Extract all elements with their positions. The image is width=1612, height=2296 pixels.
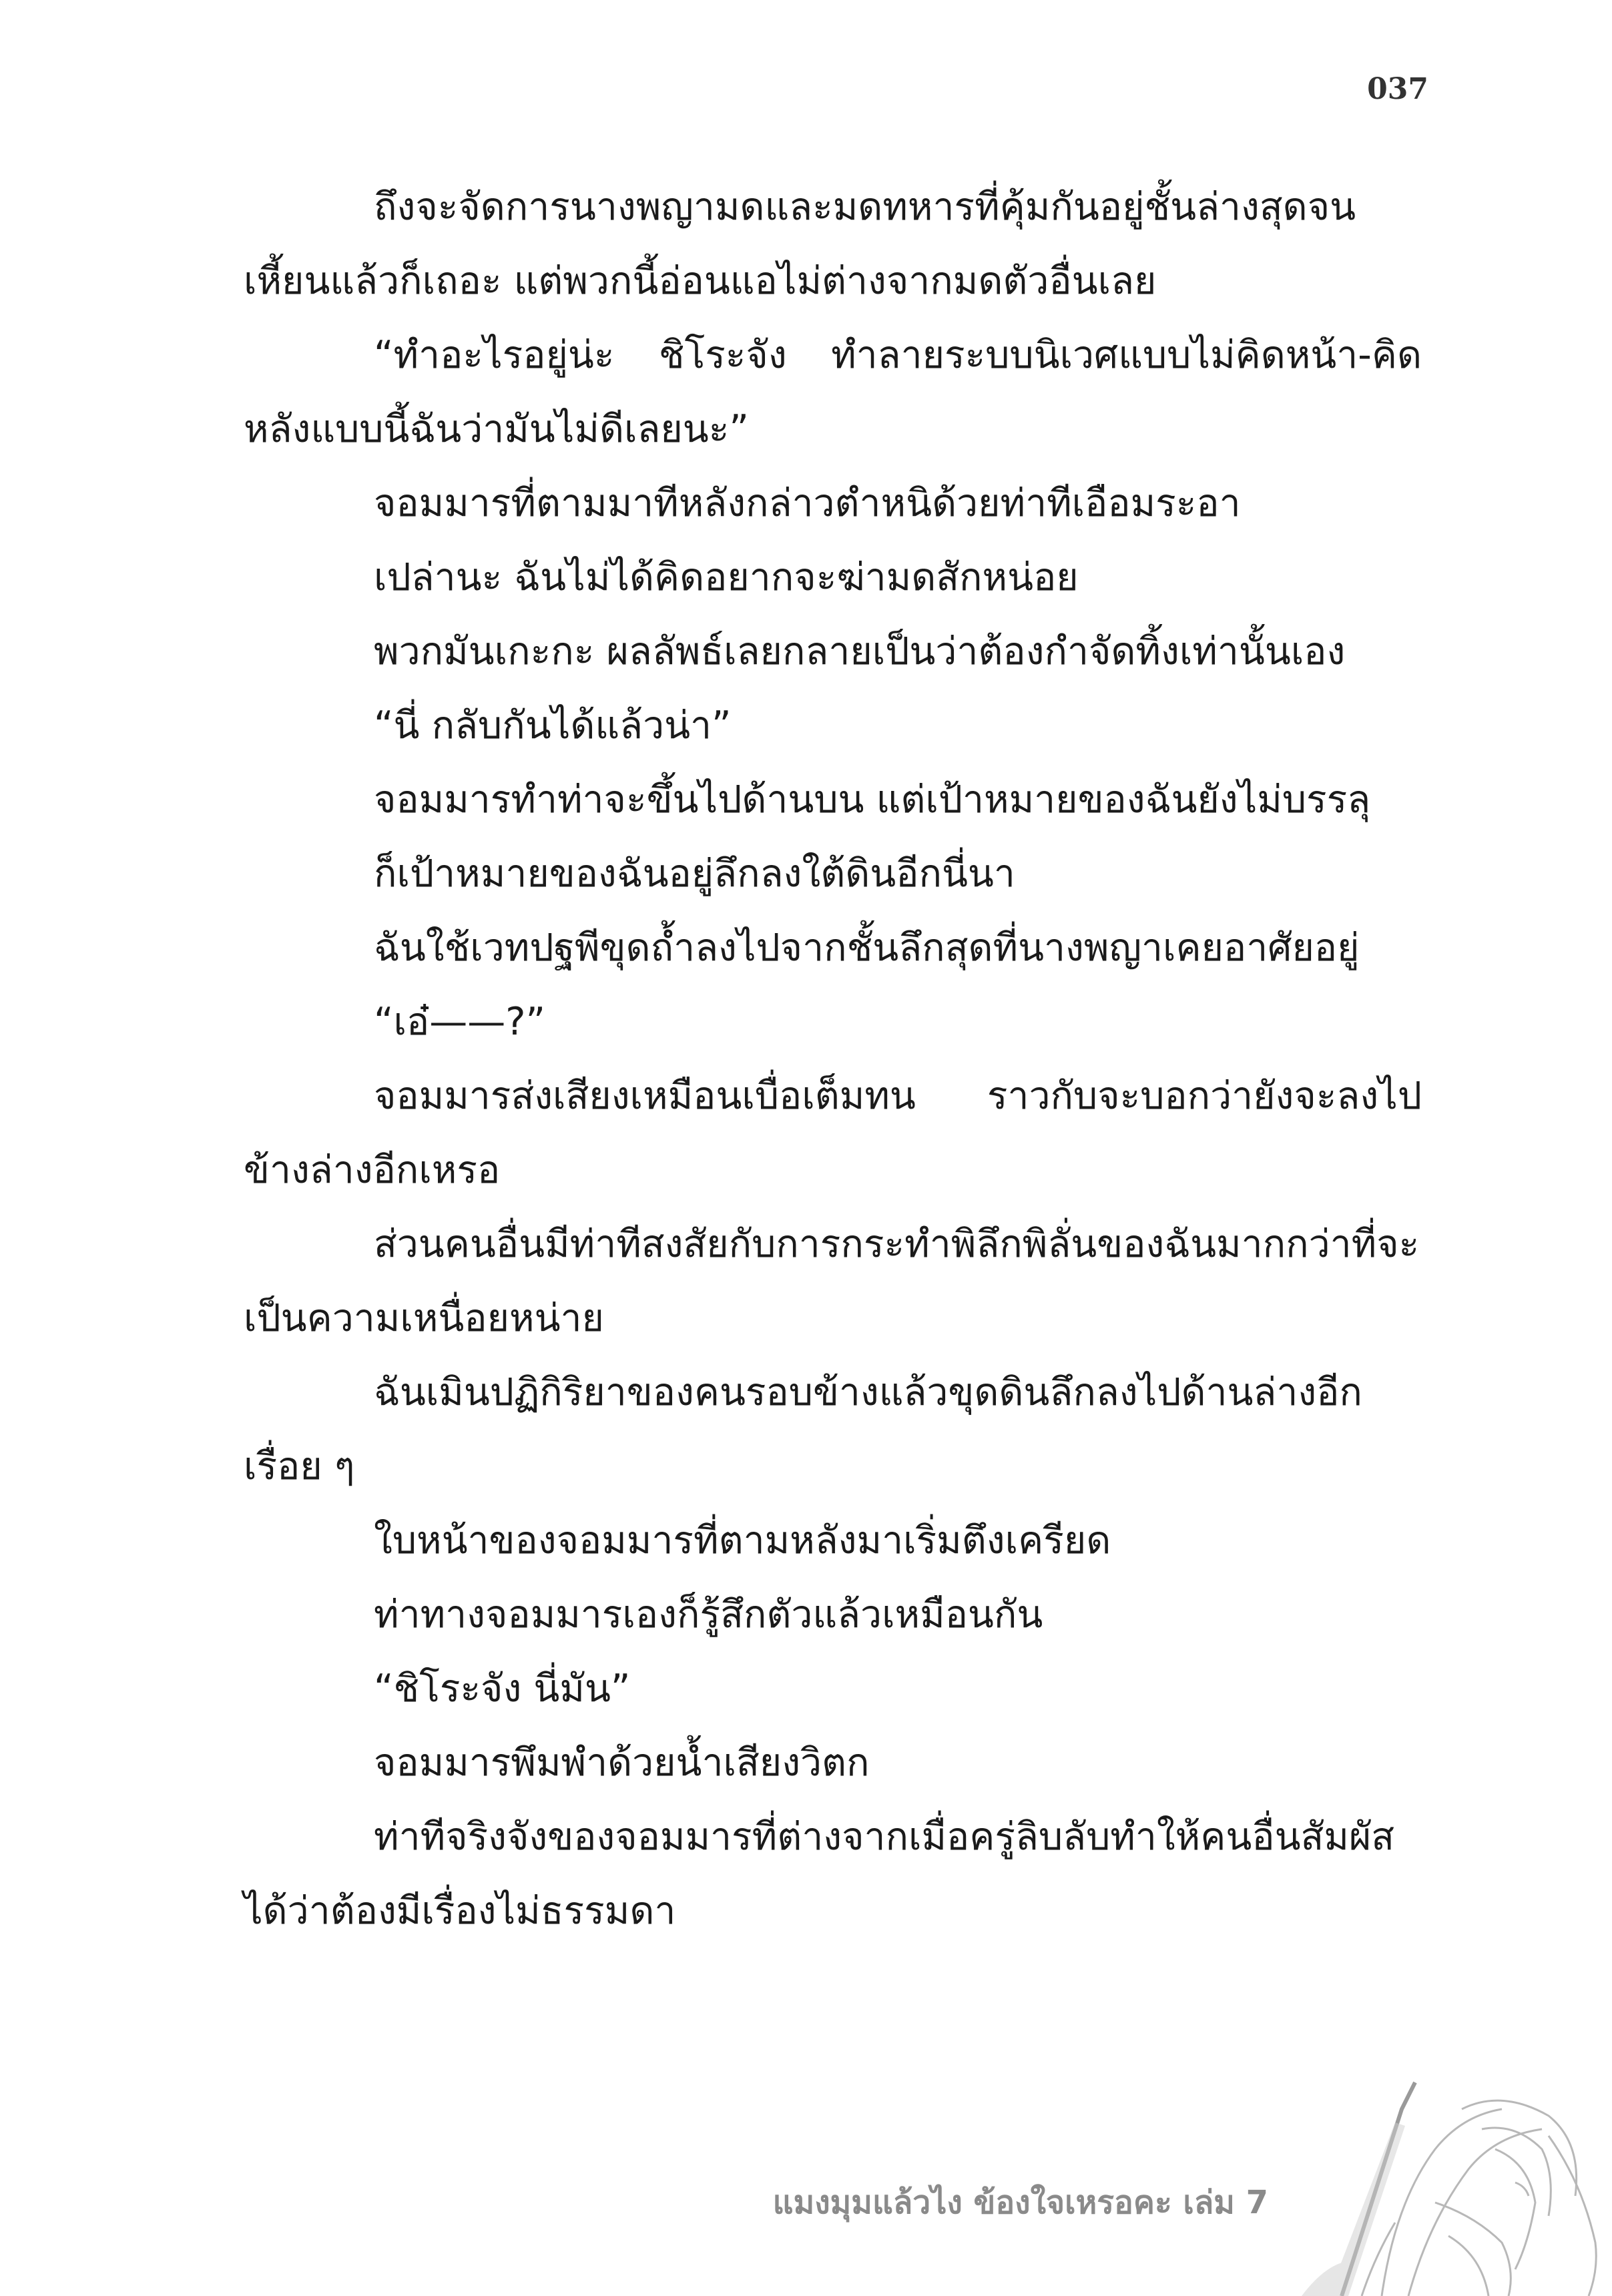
paragraph: ก็เป้าหมายของฉันอยู่ลึกลงใต้ดินอีกนี่นา bbox=[374, 852, 1015, 896]
paragraph: ส่วนคนอื่นมีท่าทีสงสัยกับการกระทำพิลึกพิลั่นของฉันมากกว่าที่จะเป็นความเหนื่อยหน่าย bbox=[244, 1222, 1420, 1340]
paragraph: จอมมารพึมพำด้วยน้ำเสียงวิตก bbox=[374, 1741, 870, 1785]
paragraph: พวกมันเกะกะ ผลลัพธ์เลยกลายเป็นว่าต้องกำจัดทิ้งเท่านั้นเอง bbox=[374, 629, 1346, 673]
paragraph: ฉันเมินปฏิกิริยาของคนรอบข้างแล้วขุดดินลึกลงไปด้านล่างอีกเรื่อย ๆ bbox=[244, 1370, 1362, 1488]
paragraph: ท่าทีจริงจังของจอมมารที่ต่างจากเมื่อครู่ลิบลับทำให้คนอื่นสัมผัสได้ว่าต้องมีเรื่องไม่ธรรมดา bbox=[244, 1815, 1395, 1933]
paragraph: ถึงจะจัดการนางพญามดและมดทหารที่คุ้มกันอยู่ชั้นล่างสุดจนเหี้ยนแล้วก็เถอะ แต่พวกนี้อ่อนแอไม่ต่างจากมดตัวอื่นเลย bbox=[244, 185, 1356, 303]
paragraph: ใบหน้าของจอมมารที่ตามหลังมาเริ่มตึงเครียด bbox=[374, 1518, 1111, 1562]
paragraph: จอมมารที่ตามมาทีหลังกล่าวตำหนิด้วยท่าทีเอือมระอา bbox=[374, 481, 1241, 525]
anime-girl-sketch-icon bbox=[1262, 2069, 1612, 2296]
paragraph: จอมมารทำท่าจะขึ้นไปด้านบน แต่เป้าหมายของฉันยังไม่บรรลุ bbox=[374, 778, 1371, 822]
paragraph: จอมมารส่งเสียงเหมือนเบื่อเต็มทน ราวกับจะบอกว่ายังจะลงไปข้างล่างอีกเหรอ bbox=[244, 1074, 1422, 1192]
footer-book-title: แมงมุมแล้วไง ข้องใจเหรอคะ เล่ม 7 bbox=[772, 2184, 1268, 2221]
paragraph: ท่าทางจอมมารเองก็รู้สึกตัวแล้วเหมือนกัน bbox=[374, 1593, 1043, 1637]
page-number: 037 bbox=[1367, 72, 1428, 106]
body-text bbox=[244, 170, 1422, 1948]
paragraph: “ทำอะไรอยู่น่ะ ชิโระจัง ทำลายระบบนิเวศแบบไม่คิดหน้า-คิดหลังแบบนี้ฉันว่ามันไม่ดีเลยนะ” bbox=[244, 333, 1422, 451]
paragraph: “เอ๋——?” bbox=[374, 1000, 546, 1044]
paragraph: “ชิโระจัง นี่มัน” bbox=[374, 1667, 631, 1711]
paragraph: เปล่านะ ฉันไม่ได้คิดอยากจะฆ่ามดสักหน่อย bbox=[374, 555, 1079, 599]
paragraph: ฉันใช้เวทปฐพีขุดถ้ำลงไปจากชั้นลึกสุดที่นางพญาเคยอาศัยอยู่ bbox=[374, 926, 1360, 970]
paragraph: “นี่ กลับกันได้แล้วน่า” bbox=[374, 703, 732, 748]
